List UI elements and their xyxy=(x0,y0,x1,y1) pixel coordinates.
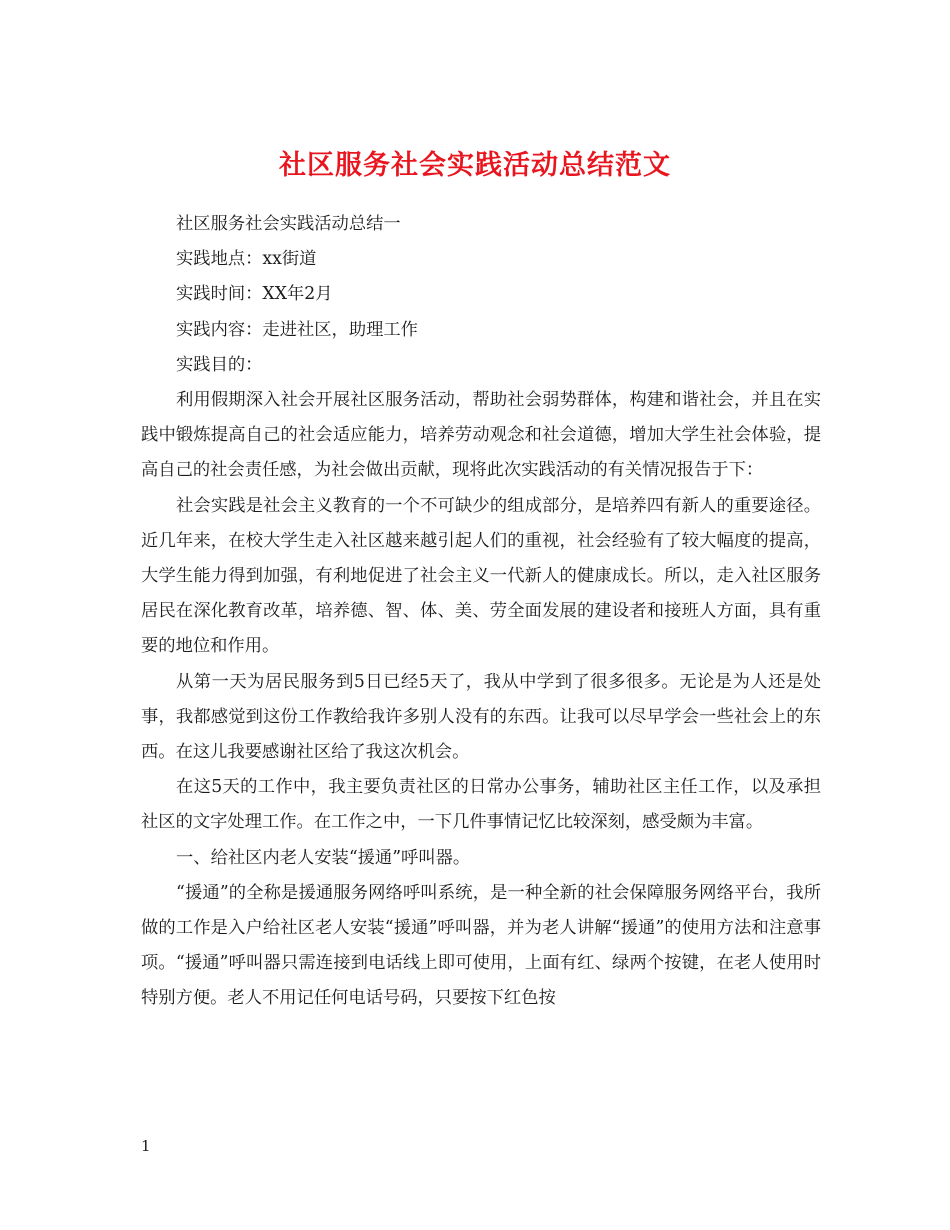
document-title: 社区服务社会实践活动总结范文 xyxy=(279,150,671,182)
page-number: 1 xyxy=(141,1137,151,1155)
practice-location: 实践地点：xx街道 xyxy=(176,249,317,270)
section-heading: 社区服务社会实践活动总结一 xyxy=(176,214,401,234)
practice-time: 实践时间：XX年2月 xyxy=(176,284,333,305)
practice-content: 实践内容：走进社区，助理工作 xyxy=(176,319,418,340)
body-paragraph: 从第一天为居民服务到5日已经5天了，我从中学到了很多很多。无论是为人还是处事，我都感觉到这份工作教给我许多别人没有的东西。让我可以尽早学会一些社会上的东西。在这儿我要感谢社区给了我这次机会。 xyxy=(141,671,821,763)
body-paragraph: 社会实践是社会主义教育的一个不可缺少的组成部分，是培养四有新人的重要途径。近几年来，在校大学生走入社区越来越引起人们的重视，社会经验有了较大幅度的提高，大学生能力得到加强，有利地促进了社会主义一代新人的健康成长。所以，走入社区服务居民在深化教育改革，培养德、智、体、美、劳全面发展的建设者和接班人方面，具有重要的地位和作用。 xyxy=(141,495,821,657)
document-body xyxy=(141,207,821,1017)
body-paragraph: “援通”的全称是援通服务网络呼叫系统，是一种全新的社会保障服务网络平台，我所做的工作是入户给社区老人安装“援通”呼叫器，并为老人讲解“援通”的使用方法和注意事项。“援通”呼叫器只需连接到电话线上即可使用，上面有红、绿两个按键，在老人使用时特别方便。老人不用记任何电话号码，只要按下红色按 xyxy=(141,882,821,1009)
practice-purpose-label: 实践目的： xyxy=(176,354,263,375)
body-paragraph: 利用假期深入社会开展社区服务活动，帮助社会弱势群体，构建和谐社会，并且在实践中锻炼提高自己的社会适应能力，培养劳动观念和社会道德，增加大学生社会体验，提高自己的社会责任感，为社会做出贡献，现将此次实践活动的有关情况报告于下： xyxy=(141,390,821,481)
body-paragraph: 在这5天的工作中，我主要负责社区的日常办公事务，辅助社区主任工作，以及承担社区的文字处理工作。在工作之中，一下几件事情记忆比较深刻，感受颇为丰富。 xyxy=(141,777,821,833)
subsection-heading: 一、给社区内老人安装“援通”呼叫器。 xyxy=(176,847,471,868)
